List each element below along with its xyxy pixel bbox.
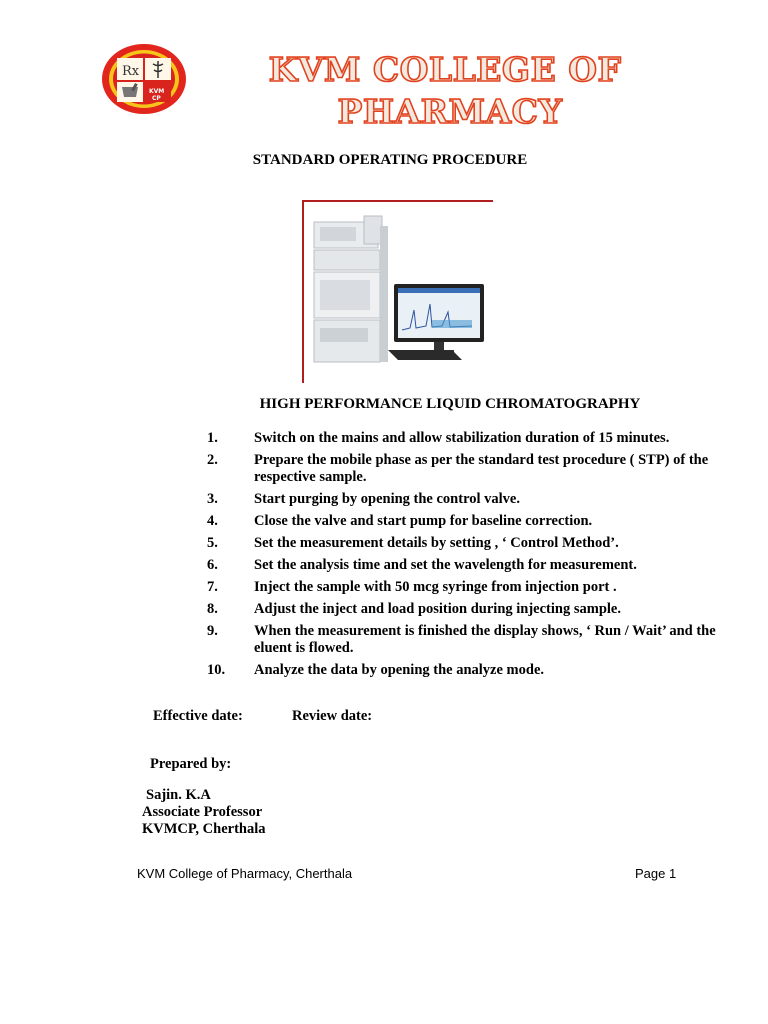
step-text: Inject the sample with 50 mcg syringe from injection port . (254, 579, 617, 595)
procedure-step (207, 452, 747, 486)
procedure-step (207, 601, 747, 618)
step-text: Analyze the data by opening the analyze mode. (254, 662, 544, 678)
step-number: 7. (207, 579, 218, 595)
procedure-step (207, 662, 747, 679)
step-number: 4. (207, 513, 218, 529)
logo-cp-text: CP (152, 95, 161, 102)
college-title-line1: KVM COLLEGE OF (268, 50, 622, 89)
step-text: Prepare the mobile phase as per the standard test procedure ( STP) of the respective sample. (254, 452, 709, 485)
prepared-by-label: Prepared by: (150, 756, 232, 772)
step-number: 9. (207, 623, 218, 639)
step-text: Adjust the inject and load position during injecting sample. (254, 601, 621, 617)
step-number: 10. (207, 662, 226, 678)
effective-date-label: Effective date: (153, 708, 243, 724)
preparer-org: KVMCP, Cherthala (142, 821, 266, 837)
step-number: 5. (207, 535, 218, 551)
logo-rx-text: Rx (122, 64, 140, 79)
college-title-line2: PHARMACY (337, 92, 563, 131)
footer-college: KVM College of Pharmacy, Cherthala (137, 866, 353, 881)
procedure-steps-list (207, 430, 747, 684)
procedure-step (207, 535, 747, 552)
step-number: 6. (207, 557, 218, 573)
step-text: Close the valve and start pump for baseline correction. (254, 513, 593, 529)
procedure-step (207, 579, 747, 596)
step-number: 3. (207, 491, 218, 507)
section-title: HIGH PERFORMANCE LIQUID CHROMATOGRAPHY (259, 396, 641, 412)
footer-page-number: Page 1 (635, 866, 677, 881)
procedure-step (207, 557, 747, 574)
step-text: When the measurement is finished the display shows, ‘ Run / Wait’ and the eluent is flowed. (254, 623, 716, 656)
step-text: Switch on the mains and allow stabilization duration of 15 minutes. (254, 430, 670, 446)
step-text: Set the measurement details by setting , ‘ Control Method’. (254, 535, 619, 551)
document-heading: STANDARD OPERATING PROCEDURE (252, 152, 528, 168)
procedure-step (207, 513, 747, 530)
logo-kvm-text: KVM (149, 88, 165, 95)
step-number: 8. (207, 601, 218, 617)
college-logo (100, 43, 188, 115)
procedure-step (207, 491, 747, 508)
step-number: 1. (207, 430, 218, 446)
procedure-step (207, 623, 747, 657)
review-date-label: Review date: (292, 708, 373, 724)
preparer-name: Sajin. K.A (146, 787, 211, 803)
step-text: Start purging by opening the control valve. (254, 491, 520, 507)
step-text: Set the analysis time and set the wavelength for measurement. (254, 557, 637, 573)
step-number: 2. (207, 452, 218, 468)
hplc-instrument-image (302, 200, 494, 384)
procedure-step (207, 430, 747, 447)
preparer-title: Associate Professor (142, 804, 263, 820)
